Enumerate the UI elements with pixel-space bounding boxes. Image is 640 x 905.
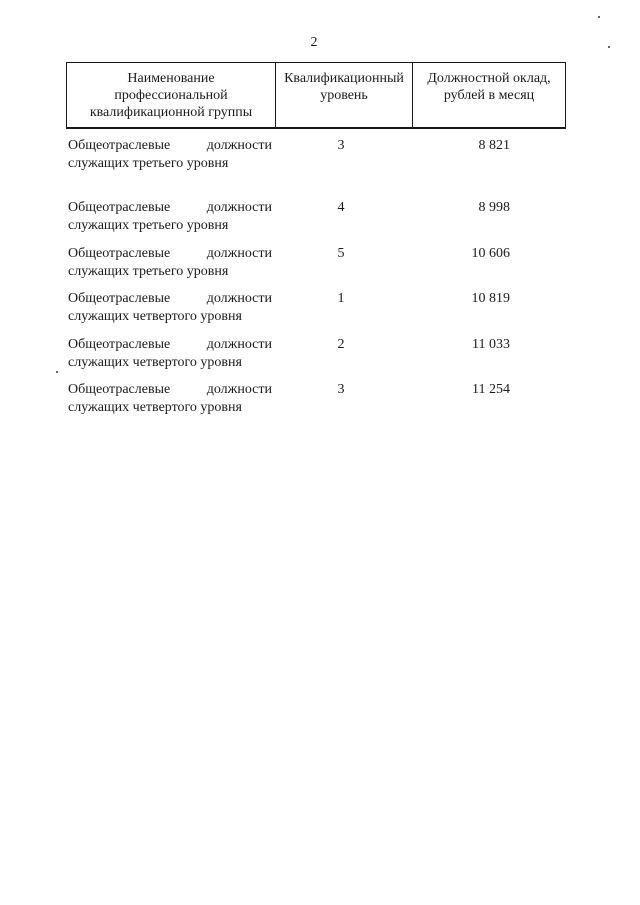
level-cell: 5 (337, 246, 345, 261)
header-group-line: Наименование (127, 71, 215, 86)
group-name-line: служащих четвертого уровня (68, 309, 242, 324)
header-salary (412, 63, 565, 127)
table-header (66, 62, 566, 129)
group-name-word: Общеотраслевые (68, 200, 171, 215)
group-name-word: должности (206, 337, 272, 352)
group-name-word: должности (206, 291, 272, 306)
header-group-name (67, 63, 275, 127)
salary-cell: 11 254 (472, 382, 510, 397)
group-name-word: Общеотраслевые (68, 138, 171, 153)
level-cell: 1 (337, 291, 345, 306)
header-group-line: квалификационной группы (89, 105, 253, 120)
group-name-cell (68, 336, 272, 372)
group-name-cell (68, 245, 272, 281)
header-salary-line: Должностной оклад, (427, 71, 551, 86)
salary-cell: 11 033 (472, 337, 510, 352)
group-name-cell (68, 290, 272, 326)
group-name-line: служащих третьего уровня (68, 156, 229, 171)
group-name-word: должности (206, 138, 272, 153)
group-name-word: должности (206, 382, 272, 397)
group-name-cell (68, 137, 272, 173)
page-number: 2 (310, 35, 318, 50)
header-qualification-level (275, 63, 412, 127)
group-name-cell (68, 381, 272, 417)
group-name-line: служащих четвертого уровня (68, 355, 242, 370)
salary-cell: 8 821 (478, 138, 510, 153)
salary-cell: 10 606 (471, 246, 510, 261)
header-level-line: уровень (320, 88, 368, 103)
group-name-line: служащих третьего уровня (68, 264, 229, 279)
group-name-word: Общеотраслевые (68, 291, 171, 306)
group-name-word: должности (206, 246, 272, 261)
group-name-word: Общеотраслевые (68, 246, 171, 261)
scan-speck (56, 371, 58, 373)
group-name-line: служащих третьего уровня (68, 218, 229, 233)
level-cell: 3 (337, 138, 345, 153)
salary-cell: 10 819 (471, 291, 510, 306)
header-level-line: Квалификационный (284, 71, 404, 86)
header-salary-line: рублей в месяц (443, 88, 535, 103)
group-name-word: должности (206, 200, 272, 215)
scan-speck (598, 16, 600, 18)
group-name-cell (68, 199, 272, 235)
salary-cell: 8 998 (478, 200, 510, 215)
level-cell: 2 (337, 337, 345, 352)
scan-speck (608, 46, 610, 48)
group-name-word: Общеотраслевые (68, 382, 171, 397)
group-name-line: служащих четвертого уровня (68, 400, 242, 415)
level-cell: 3 (337, 382, 345, 397)
group-name-word: Общеотраслевые (68, 337, 171, 352)
level-cell: 4 (337, 200, 345, 215)
header-group-line: профессиональной (114, 88, 228, 103)
